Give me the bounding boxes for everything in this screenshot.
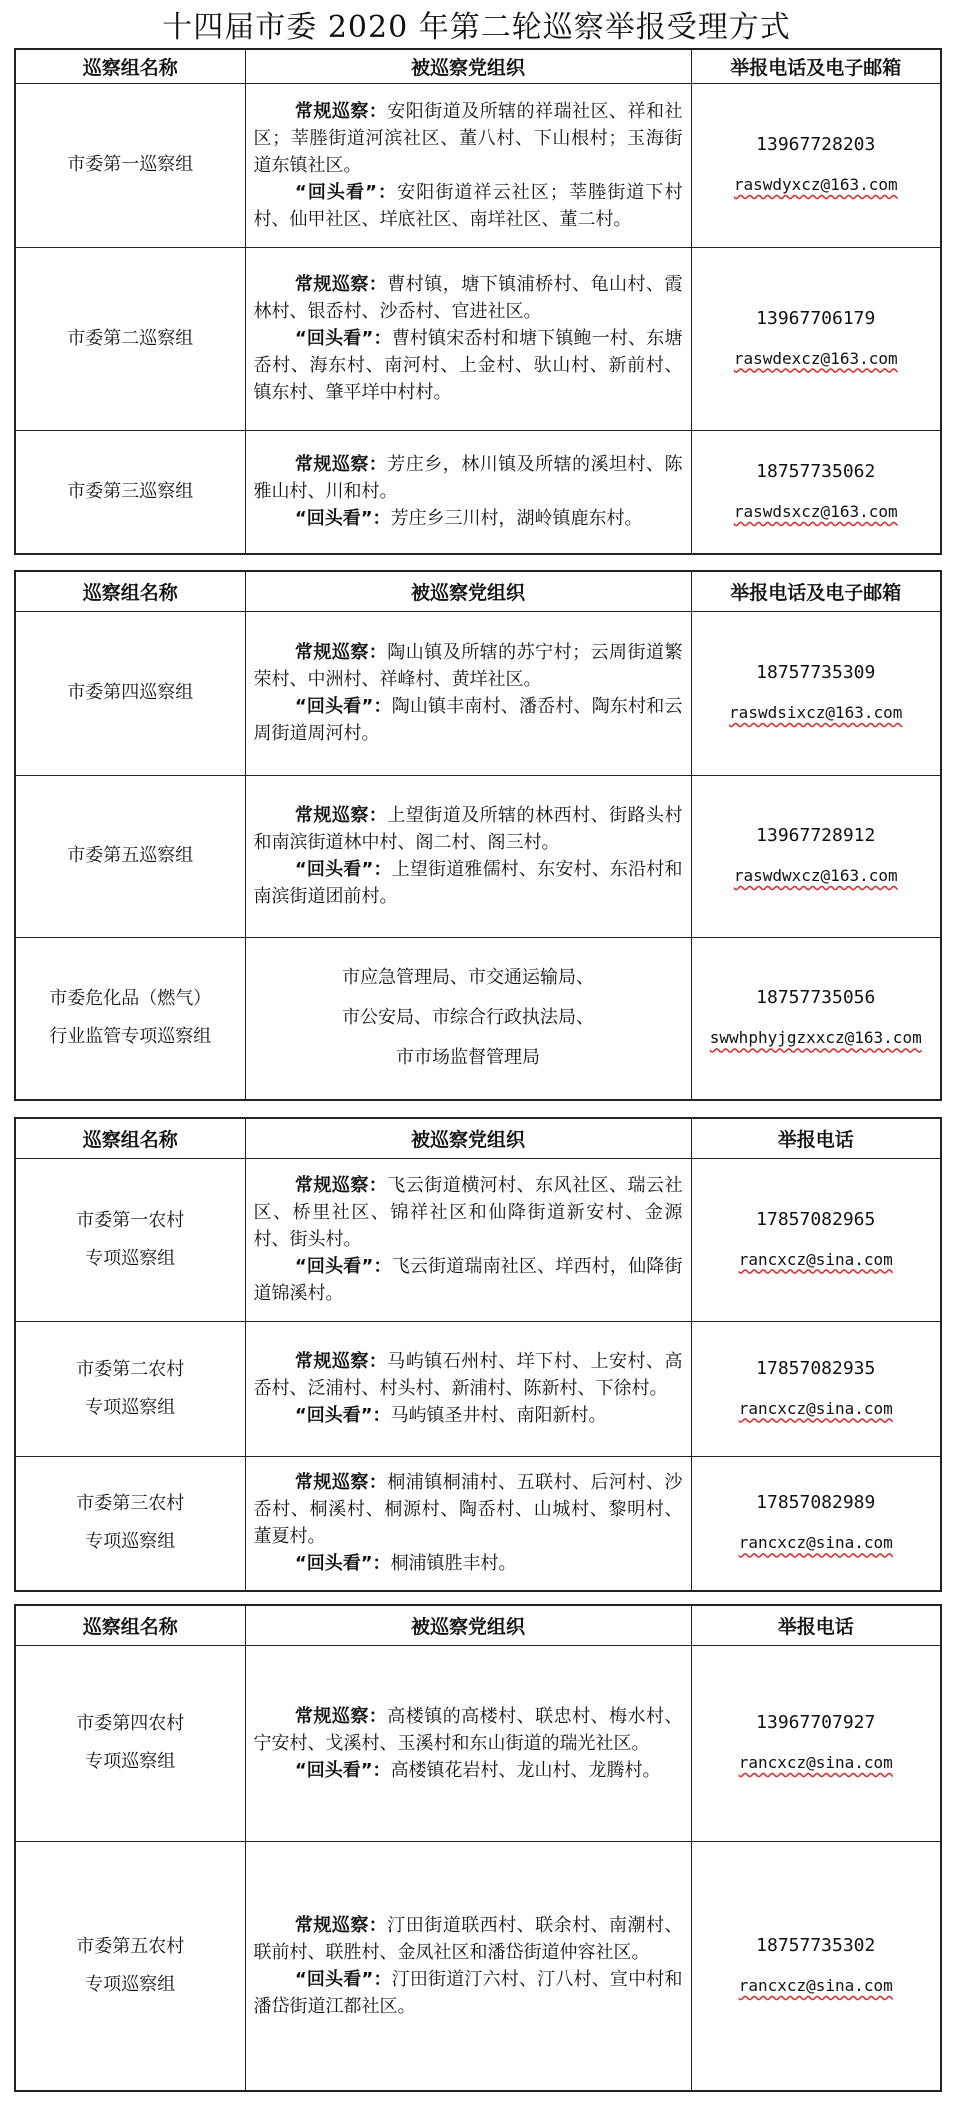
lookback-list: 飞云街道瑞南社区、垟西村，仙降街道锦溪村。 xyxy=(253,1256,683,1304)
regular-label: 常规巡察： xyxy=(294,1351,388,1372)
inspection-table-3 xyxy=(14,1117,942,1592)
group-name xyxy=(15,1321,245,1456)
group-name xyxy=(15,1158,245,1321)
regular-label: 常规巡察： xyxy=(294,274,388,295)
lookback-label: “回头看”： xyxy=(294,859,392,880)
inspection-table-2 xyxy=(14,570,942,1101)
regular-label: 常规巡察： xyxy=(294,1705,388,1727)
report-phone: 13967728203 xyxy=(756,134,876,155)
group-name xyxy=(15,1456,245,1591)
report-email[interactable]: raswdsxcz@163.com xyxy=(733,501,898,521)
header-row xyxy=(15,571,941,611)
group-name-line: 专项巡察组 xyxy=(85,1751,176,1772)
contact-cell xyxy=(691,430,941,554)
inspected-organizations xyxy=(245,247,691,430)
contact-cell xyxy=(691,247,941,430)
lookback-list: 安阳街道祥云社区；莘塍街道下村村、仙甲社区、垟底社区、南垟社区、董二村。 xyxy=(253,181,683,230)
table-row xyxy=(15,1321,941,1456)
report-phone: 13967707927 xyxy=(756,1712,876,1733)
inspected-organizations xyxy=(245,937,691,1100)
contact-cell xyxy=(691,1456,941,1591)
inspected-organizations xyxy=(245,1456,691,1591)
contact-cell xyxy=(691,775,941,937)
report-email[interactable]: raswdwxcz@163.com xyxy=(733,866,898,885)
lookback-list: 上望街道雅儒村、东安村、东沿村和南滨街道团前村。 xyxy=(253,859,683,907)
contact-cell xyxy=(691,611,941,775)
group-name-line: 行业监管专项巡察组 xyxy=(49,1026,212,1048)
inspected-organizations xyxy=(245,611,691,775)
contact-cell xyxy=(691,1158,941,1321)
group-name-line: 专项巡察组 xyxy=(85,1531,176,1553)
table-row xyxy=(15,1158,941,1321)
lookback-label: “回头看”： xyxy=(294,1405,391,1426)
table-row xyxy=(15,83,941,247)
inspected-organizations xyxy=(245,430,691,554)
regular-list: 飞云街道横河村、东风社区、瑞云社区、桥里社区、锦祥社区和仙降街道新安村、金源村、街头村。 xyxy=(253,1175,683,1250)
regular-label: 常规巡察： xyxy=(294,805,388,826)
inspection-table-1 xyxy=(14,48,942,555)
header-contact: 举报电话 xyxy=(691,1605,941,1645)
report-phone: 18757735302 xyxy=(756,1934,876,1956)
header-group-name: 巡察组名称 xyxy=(15,49,245,83)
group-name-line: 专项巡察组 xyxy=(85,1247,176,1269)
lookback-label: “回头看”： xyxy=(294,1759,391,1781)
report-email[interactable]: rancxcz@sina.com xyxy=(738,1975,893,1995)
table-row xyxy=(15,1645,941,1841)
inspected-organizations xyxy=(245,1158,691,1321)
table-row xyxy=(15,775,941,937)
lookback-list: 芳庄乡三川村，湖岭镇鹿东村。 xyxy=(390,508,643,530)
group-name-line: 专项巡察组 xyxy=(85,1396,176,1418)
report-email[interactable]: raswdexcz@163.com xyxy=(733,348,898,368)
table-row xyxy=(15,247,941,430)
header-organizations: 被巡察党组织 xyxy=(245,1605,691,1645)
org-line: 市应急管理局、市交通运输局、 xyxy=(342,967,594,989)
lookback-list: 桐浦镇胜丰村。 xyxy=(390,1553,517,1575)
contact-cell xyxy=(691,1841,941,2091)
table-row xyxy=(15,430,941,554)
group-name-line: 市委第四农村 xyxy=(76,1713,185,1734)
regular-label: 常规巡察： xyxy=(294,1175,388,1196)
inspection-table-4 xyxy=(14,1604,942,2092)
org-line: 市市场监督管理局 xyxy=(396,1047,540,1069)
header-contact: 举报电话及电子邮箱 xyxy=(691,49,941,83)
report-phone: 18757735309 xyxy=(756,662,876,683)
header-group-name: 巡察组名称 xyxy=(15,1118,245,1158)
lookback-label: “回头看”： xyxy=(294,328,392,349)
group-name xyxy=(15,1645,245,1841)
regular-list: 汀田街道联西村、联余村、南潮村、联前村、联胜村、金凤社区和潘岱街道仲容社区。 xyxy=(253,1914,683,1963)
lookback-label: “回头看”： xyxy=(294,696,392,717)
group-name-line: 市委第三农村 xyxy=(76,1493,185,1515)
inspected-organizations xyxy=(245,1645,691,1841)
regular-list: 芳庄乡，林川镇及所辖的溪坦村、陈雅山村、川和村。 xyxy=(253,454,683,503)
regular-list: 马屿镇石州村、垟下村、上安村、高岙村、泛浦村、村头村、新浦村、陈新村、下徐村。 xyxy=(253,1351,683,1399)
group-name-line: 专项巡察组 xyxy=(85,1973,176,1995)
lookback-label: “回头看”： xyxy=(294,1553,391,1575)
header-row xyxy=(15,1605,941,1645)
group-name xyxy=(15,937,245,1100)
group-name-line: 市委第五农村 xyxy=(76,1935,185,1957)
report-email[interactable]: rancxcz@sina.com xyxy=(738,1249,893,1269)
inspected-organizations xyxy=(245,1321,691,1456)
lookback-label: “回头看”： xyxy=(294,508,391,530)
table-row xyxy=(15,1456,941,1591)
lookback-list: 陶山镇丰南村、潘岙村、陶东村和云周街道周河村。 xyxy=(253,696,683,744)
lookback-list: 曹村镇宋岙村和塘下镇鲍一村、东塘岙村、海东村、南河村、上金村、驮山村、新前村、镇东村、肇平垟中村村。 xyxy=(253,328,683,403)
inspected-organizations xyxy=(245,83,691,247)
report-email[interactable]: rancxcz@sina.com xyxy=(738,1753,893,1772)
header-group-name: 巡察组名称 xyxy=(15,571,245,611)
contact-cell xyxy=(691,83,941,247)
group-name: 市委第四巡察组 xyxy=(15,611,245,775)
regular-label: 常规巡察： xyxy=(294,454,388,476)
group-name: 市委第一巡察组 xyxy=(15,83,245,247)
group-name xyxy=(15,1841,245,2091)
regular-list: 陶山镇及所辖的苏宁村；云周街道繁荣村、中洲村、祥峰村、黄垟社区。 xyxy=(253,642,683,690)
lookback-label: “回头看”： xyxy=(294,1968,392,1990)
report-phone: 18757735056 xyxy=(756,987,876,1009)
regular-label: 常规巡察： xyxy=(294,1472,388,1494)
inspected-organizations xyxy=(245,775,691,937)
header-row xyxy=(15,49,941,83)
header-row xyxy=(15,1118,941,1158)
header-organizations: 被巡察党组织 xyxy=(245,571,691,611)
lookback-label: “回头看”： xyxy=(294,1256,392,1277)
group-name: 市委第二巡察组 xyxy=(15,247,245,430)
contact-cell xyxy=(691,1321,941,1456)
page-title: 十四届市委 2020 年第二轮巡察举报受理方式 xyxy=(162,10,791,45)
table-row xyxy=(15,611,941,775)
inspected-organizations xyxy=(245,1841,691,2091)
report-email[interactable]: raswdyxcz@163.com xyxy=(733,175,898,194)
regular-label: 常规巡察： xyxy=(294,1914,388,1936)
report-phone: 17857082989 xyxy=(756,1492,876,1514)
report-phone: 17857082935 xyxy=(756,1357,876,1379)
regular-label: 常规巡察： xyxy=(294,642,388,663)
report-phone: 18757735062 xyxy=(756,460,876,482)
regular-list: 曹村镇，塘下镇浦桥村、龟山村、霞林村、银岙村、沙岙村、官进社区。 xyxy=(253,274,683,322)
contact-cell xyxy=(691,1645,941,1841)
report-phone: 17857082965 xyxy=(756,1208,876,1230)
table-row-special xyxy=(15,937,941,1100)
header-group-name: 巡察组名称 xyxy=(15,1605,245,1645)
report-phone: 13967706179 xyxy=(756,307,876,329)
regular-list: 高楼镇的高楼村、联忠村、梅水村、宁安村、戈溪村、玉溪村和东山街道的瑞光社区。 xyxy=(253,1705,683,1754)
header-organizations: 被巡察党组织 xyxy=(245,1118,691,1158)
regular-list: 上望街道及所辖的林西村、街路头村和南滨街道林中村、阁二村、阁三村。 xyxy=(253,805,683,853)
group-name-line: 市委危化品（燃气） xyxy=(49,988,212,1010)
lookback-label: “回头看”： xyxy=(294,181,398,203)
report-email[interactable]: swwhphyjgzxxcz@163.com xyxy=(709,1028,922,1048)
group-name: 市委第三巡察组 xyxy=(15,430,245,554)
group-name: 市委第五巡察组 xyxy=(15,775,245,937)
header-contact: 举报电话 xyxy=(691,1118,941,1158)
lookback-list: 高楼镇花岩村、龙山村、龙腾村。 xyxy=(390,1759,661,1781)
regular-label: 常规巡察： xyxy=(294,100,388,122)
lookback-list: 汀田街道汀六村、汀八村、宣中村和潘岱街道江都社区。 xyxy=(253,1968,683,2017)
report-email[interactable]: raswdsixcz@163.com xyxy=(729,703,903,722)
report-email[interactable]: rancxcz@sina.com xyxy=(738,1533,893,1553)
lookback-list: 马屿镇圣井村、南阳新村。 xyxy=(390,1405,607,1426)
report-phone: 13967728912 xyxy=(756,825,876,846)
header-contact: 举报电话及电子邮箱 xyxy=(691,571,941,611)
table-row xyxy=(15,1841,941,2091)
report-email[interactable]: rancxcz@sina.com xyxy=(738,1398,893,1418)
regular-list: 安阳街道及所辖的祥瑞社区、祥和社区；莘塍街道河滨社区、董八村、下山根村；玉海街道东镇社区。 xyxy=(253,100,683,176)
regular-list: 桐浦镇桐浦村、五联村、后河村、沙岙村、桐溪村、桐源村、陶岙村、山城村、黎明村、董夏村。 xyxy=(253,1472,683,1548)
org-line: 市公安局、市综合行政执法局、 xyxy=(342,1007,594,1029)
header-organizations: 被巡察党组织 xyxy=(245,49,691,83)
group-name-line: 市委第一农村 xyxy=(76,1209,185,1231)
contact-cell xyxy=(691,937,941,1100)
group-name-line: 市委第二农村 xyxy=(76,1358,185,1380)
